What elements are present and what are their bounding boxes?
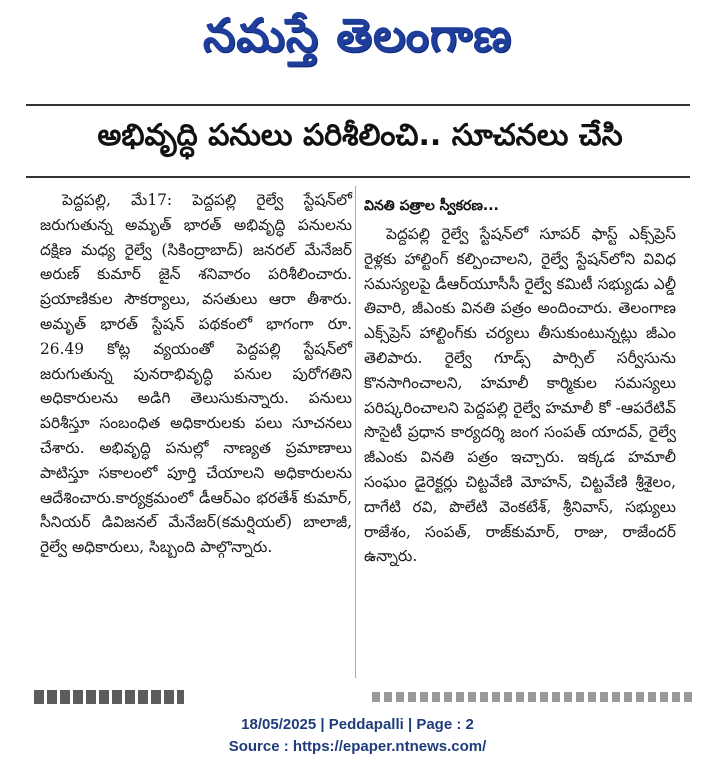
headline-top-rule [26, 104, 690, 106]
cropped-next-article-strip [0, 688, 715, 710]
article-subheading: వినతి పత్రాల స్వీకరణ... [364, 198, 499, 214]
cropped-text-fragment-left [34, 690, 184, 704]
masthead-title: నమస్తే తెలంగాణ [202, 8, 513, 62]
article-left-column [40, 188, 352, 560]
article-right-column [364, 222, 676, 569]
newspaper-masthead [160, 10, 555, 72]
footer-date-edition-page: 18/05/2025 | Peddapalli | Page : 2 [241, 716, 474, 733]
headline-bottom-rule [26, 176, 690, 178]
footer-source: Source : https://epaper.ntnews.com/ [228, 738, 487, 755]
cropped-text-fragment-right [372, 692, 692, 702]
page-footer [0, 714, 715, 770]
article-headline: అభివృద్ధి పనులు పరిశీలించి.. సూచనలు చేసి [97, 118, 623, 153]
article-right-paragraph: పెద్దపల్లి రైల్వే స్టేషన్‌లో సూపర్ ఫాస్ట్ ఎక్స్‌ప్రెస్ రైళ్లకు హాల్టింగ్ కల్పించాలని, రైల్వే స్టేషన్‌లోని వివిధ సమస్యలపై డీఆర్‌యూసీసీ రైల్వే కమిటీ సభ్యుడు ఎల్డీ తివారి, జీఎంకు వినతి పత్రం అందించారు. తెలంగాణ ఎక్స్‌ప్రెస్ హాల్టింగ్‌కు చర్యలు తీసుకుంటున్నట్లు జీఎం తెలిపారు. రైల్వే గూడ్స్ పార్సిల్ సర్వీసును కొనసాగించాలని, హమాలీ కార్మికుల సమస్యలు పరిష్కరించాలని పెద్దపల్లి రైల్వే హమాలీ కో -ఆపరేటివ్ సొసైటీ ప్రధాన కార్యదర్శి జంగ సంపత్ యాదవ్, రైల్వే జీఎంకు వినతి పత్రం ఇచ్చారు. ఇక్కడ హమాలీ సంఘం డైరెక్టర్లు చిట్టవేణి మోహన్, చిట్టవేణి శ్రీశైలం, దాగేటి రవి, పొలేటి వెంకటేశ్, శ్రీనివాస్, సభ్యులు రాజేశం, సంపత్, రాజ్‌కుమార్, రాజు, రాజేందర్ ఉన్నారు. [364, 225, 676, 566]
column-divider [355, 186, 356, 678]
article-left-paragraph: పెద్దపల్లి, మే17: పెద్దపల్లి రైల్వే స్టేషన్‌లో జరుగుతున్న అమృత్ భారత్ అభివృద్ధి పనులను దక్షిణ మధ్య రైల్వే (సికింద్రాబాద్) జనరల్ మేనేజర్ అరుణ్ కుమార్ జైన్ శనివారం పరిశీలించారు. ప్రయాణికుల సౌకర్యాలు, వసతులు ఆరా తీశారు. అమృత్ భారత్ స్టేషన్ పథకంలో భాగంగా రూ. 26.49 కోట్ల వ్యయంతో పెద్దపల్లి స్టేషన్‌లో జరుగుతున్న పునరాభివృద్ధి పనుల పురోగతిని అధికారులను అడిగి తెలుసుకున్నారు. పనులు పరిశీస్తూ సంబంధిత అధికారులకు పలు సూచనలు చేశారు. అభివృద్ధి పనుల్లో నాణ్యత ప్రమాణాలు పాటిస్తూ సకాలంలో పూర్తి చేయాలని అధికారులను ఆదేశించారు.కార్యక్రమంలో డీఆర్ఎం భరతేశ్ కుమార్, సీనియర్ డివిజనల్ మేనేజర్(కమర్షియల్) బాలాజీ, రైల్వే అధికారులు, సిబ్బంది పాల్గొన్నారు. [40, 191, 352, 557]
